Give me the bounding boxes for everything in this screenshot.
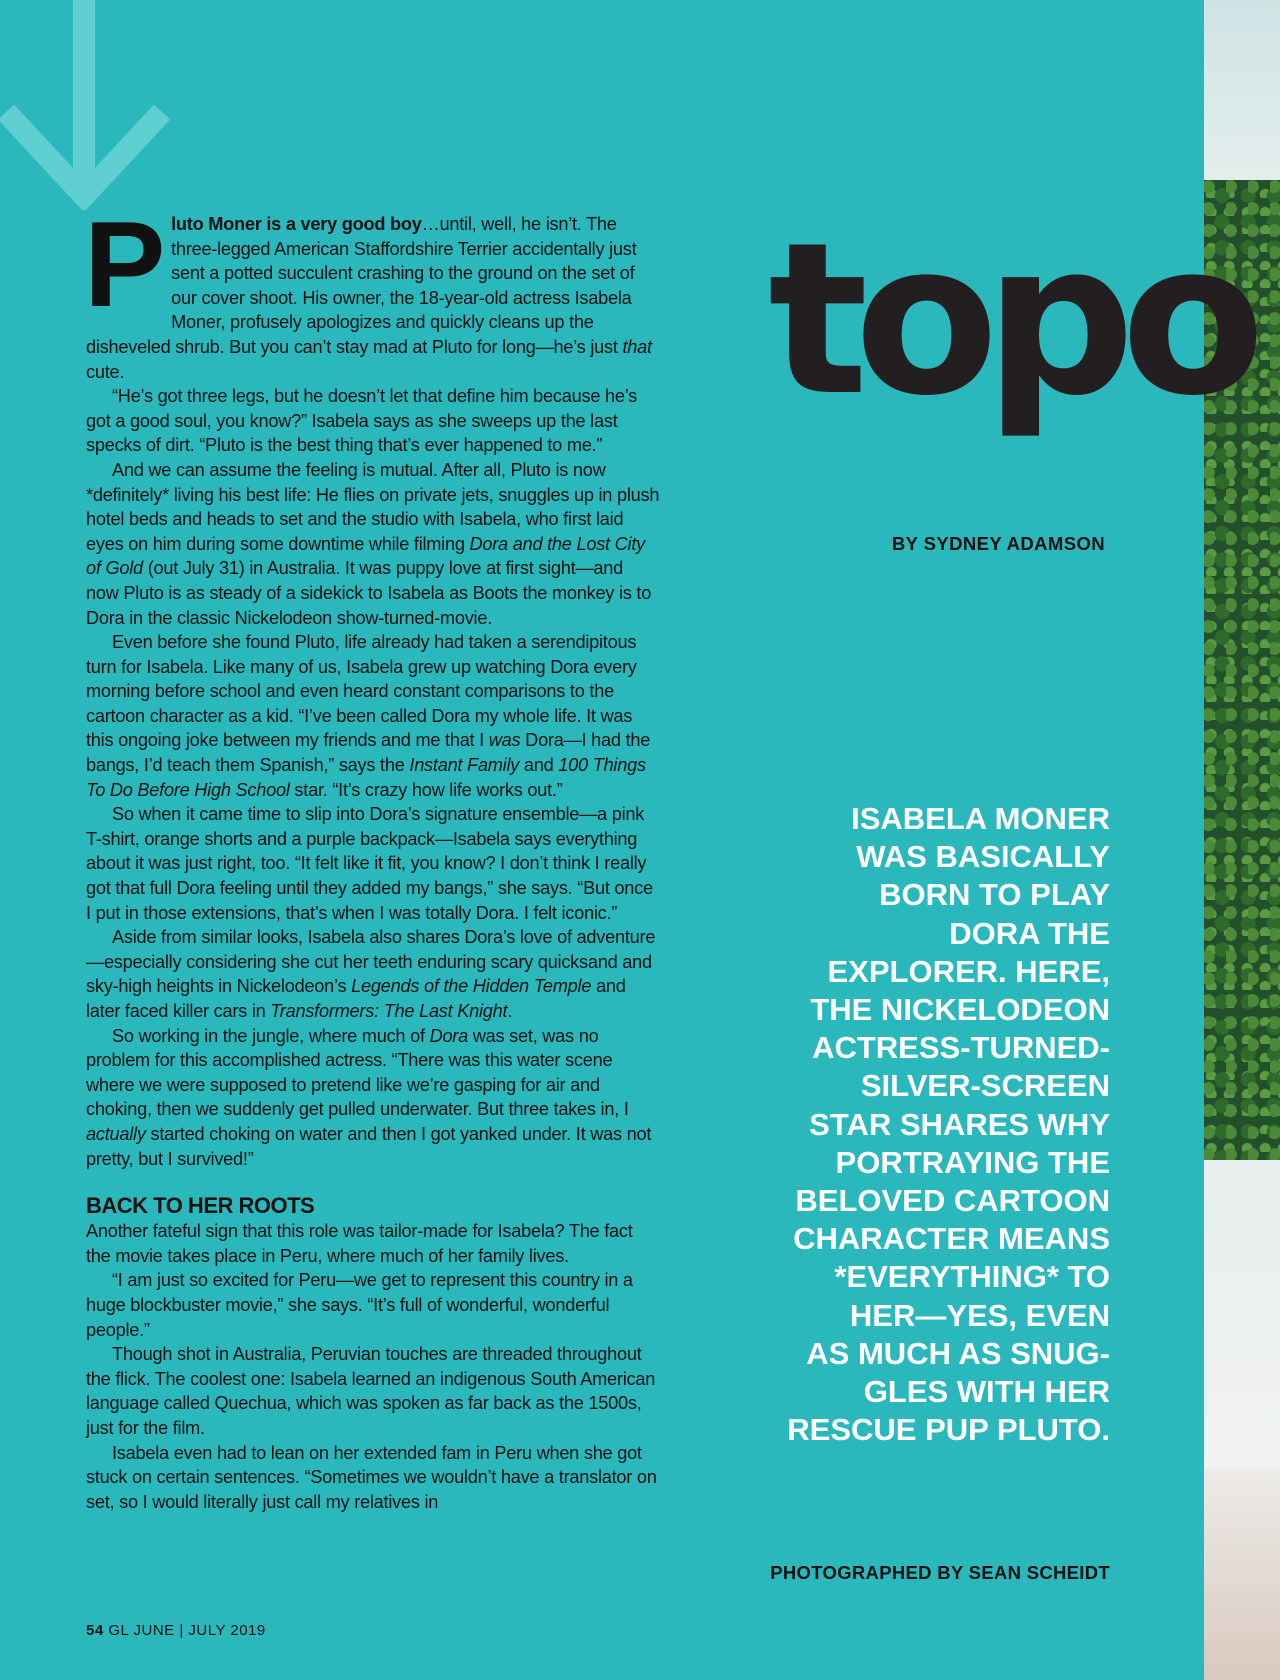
deck-line: EXPLORER. HERE, [827, 953, 1110, 989]
deck-line: BORN TO PLAY [879, 877, 1110, 913]
paragraph: “He’s got three legs, but he doesn’t let that define him because he’s got a good soul, you know?” Isabela says as she sweeps up the last specks of dirt. “Pluto is the best thing that’s ever happened to me.” [86, 386, 638, 456]
deck-line: DORA THE [949, 915, 1110, 951]
paragraph: So working in the jungle, where much of Dora was set, was no problem for this accomplished actress. “There was this water scene where we were supposed to pretend like we’re gasping for air and choking, then we suddenly get pulled underwater. But three takes in, I actually started choking on water and then I got yanked under. It was not pretty, but I survived!” [86, 1025, 652, 1169]
paragraph: “I am just so excited for Peru—we get to represent this country in a huge blockbuster movie,” she says. “It’s full of wonderful, wonderful people.” [86, 1270, 633, 1340]
photo-credit: PHOTOGRAPHED BY SEAN SCHEIDT [770, 1562, 1110, 1583]
deck-line: RESCUE PUP PLUTO. [787, 1412, 1110, 1448]
deck-line: WAS BASICALLY [856, 839, 1110, 875]
paragraph: And we can assume the feeling is mutual. After all, Pluto is now *definitely* living his best life: He flies on private jets, snuggles up in plush hotel beds and heads to set and the studio with Isabela, who first laid eyes on him during some downtime while filming Dora and the Lost City of Gold (out July 31) in Australia. It was puppy love at first sight—and now Pluto is as steady of a sidekick to Isabela as Boots the monkey is to Dora in the classic Nickelodeon show-turned-movie. [86, 459, 660, 628]
paragraph: So when it came time to slip into Dora’s signature ensemble—a pink T-shirt, orange shorts and a purple backpack—Isabela says everything about it was just right, too. “It felt like it fit, you know? I don’t think I really got that full Dora feeling until they added my bangs,” she says. “But once I put in those extensions, that’s when I was totally Dora. I felt iconic.” [86, 804, 653, 923]
paragraph: Pluto Moner is a very good boy…until, well, he isn’t. The three-legged American Staffordshire Terrier accidentally just sent a potted succulent crashing to the ground on the set of our cover shoot. His owner, the 18-year-old actress Isabela Moner, profusely apologizes and quickly cleans up the disheveled shrub. But you can’t stay mad at Pluto for long—he’s just that cute. [84, 196, 652, 382]
deck-line: *EVERYTHING* TO [834, 1259, 1110, 1295]
subhead: BACK TO HER ROOTS [86, 1193, 315, 1219]
paragraph: Another fateful sign that this role was tailor-made for Isabela? The fact the movie takes place in Peru, where much of her family lives. [86, 1221, 633, 1266]
page-number: 54 [86, 1622, 104, 1639]
deck-line: GLES WITH HER [863, 1374, 1110, 1410]
deck-line: STAR SHARES WHY [809, 1106, 1110, 1142]
deck-line: AS MUCH AS SNUG- [806, 1335, 1110, 1371]
lead-in: luto Moner is a very good boy [171, 214, 422, 234]
page-folio [86, 1622, 266, 1639]
paragraph: Aside from similar looks, Isabela also shares Dora’s love of adventure—especially considering she cut her teeth enduring scary quicksand and sky-high heights in Nickelodeon’s Legends of the Hidden Temple and later faced killer cars in Transformers: The Last Knight. [86, 927, 656, 1021]
photo-sky [1204, 0, 1280, 180]
deck-line: ISABELA MONER [851, 801, 1110, 836]
deck-line: PORTRAYING THE [835, 1144, 1110, 1180]
paragraph: Even before she found Pluto, life already had taken a serendipitous turn for Isabela. Like many of us, Isabela grew up watching Dora every morning before school and even heard constant comparisons to the cartoon character as a kid. “I’ve been called Dora my whole life. It was this ongoing joke between my friends and me that I was Dora—I had the bangs, I’d teach them Spanish,” says the Instant Family and 100 Things To Do Before High School star. “It’s crazy how life works out.” [86, 632, 651, 800]
deck-line: SILVER-SCREEN [860, 1068, 1110, 1104]
article-body [84, 196, 660, 1514]
headline: topo [768, 197, 1252, 442]
photo-shadow [1204, 1470, 1280, 1680]
paragraph: Though shot in Australia, Peruvian touches are threaded throughout the flick. The coolest one: Isabela learned an indigenous South American language called Quechua, which was spoken as far back as the 1500s, just for the film. [86, 1344, 656, 1438]
deck-line: THE NICKELODEON [810, 992, 1110, 1028]
folio-separator: | [179, 1622, 184, 1639]
folio-date: JULY 2019 [188, 1622, 266, 1639]
deck-line: HER—YES, EVEN [849, 1297, 1110, 1333]
deck-line: BELOVED CARTOON [795, 1183, 1110, 1219]
down-arrow-icon [0, 0, 170, 210]
deck-text [760, 800, 1110, 1449]
deck-line: ACTRESS-TURNED- [812, 1030, 1110, 1066]
paragraph: Isabela even had to lean on her extended fam in Peru when she got stuck on certain sentences. “Sometimes we wouldn’t have a translator on set, so I would literally just call my relatives in [86, 1442, 657, 1512]
folio-issue: GL JUNE [108, 1622, 175, 1639]
drop-cap: P [84, 196, 166, 332]
deck-line: CHARACTER MEANS [793, 1221, 1110, 1257]
byline: BY SYDNEY ADAMSON [891, 533, 1105, 554]
